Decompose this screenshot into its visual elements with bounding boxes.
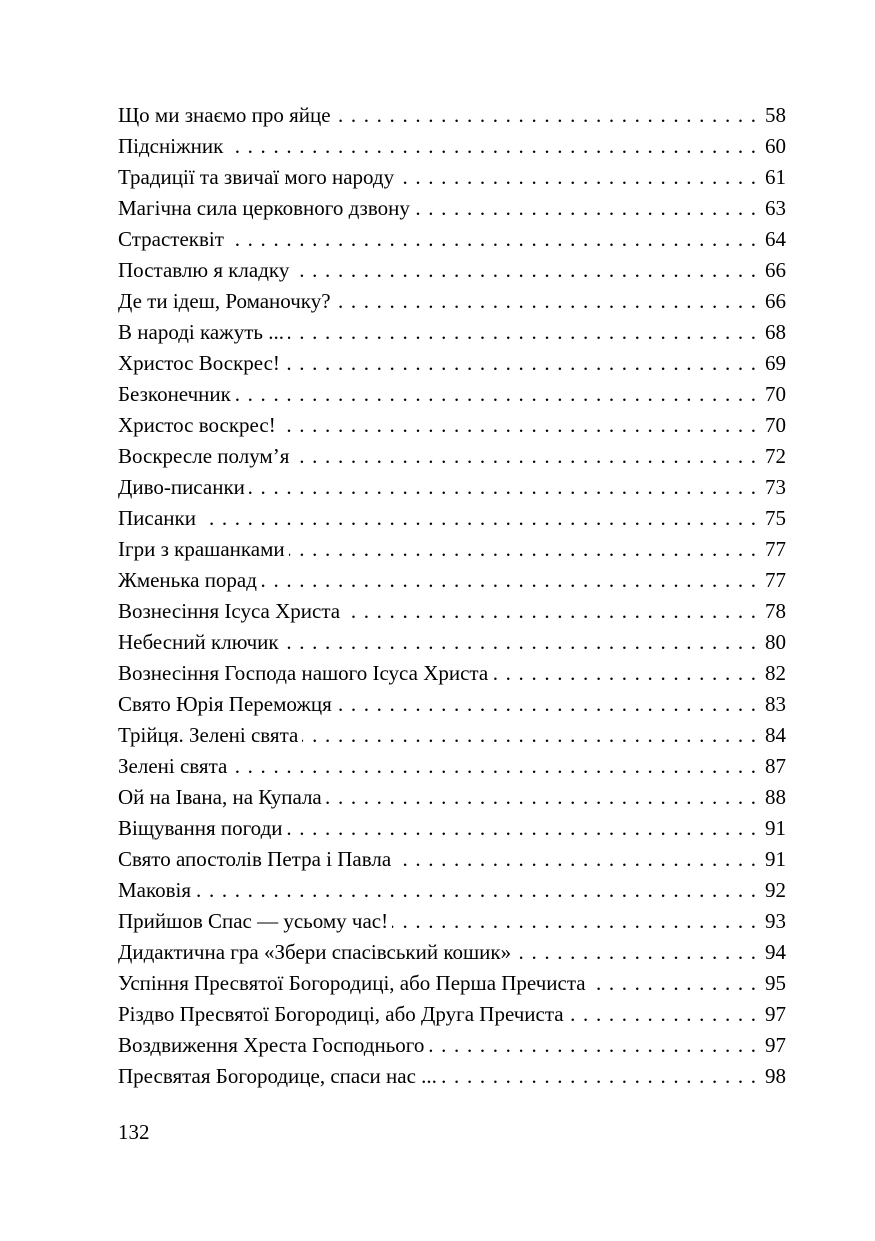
toc-dot-leader [293,255,756,286]
toc-dot-leader [515,937,756,968]
toc-entry-page: 73 [765,475,786,499]
toc-dot-leader [283,627,756,658]
toc-entry-title: Свято Юрія Переможця [118,692,332,716]
toc-entry [118,782,786,813]
toc-entry [118,565,786,596]
toc-entry-title: В народі кажуть ... [118,320,284,344]
toc-entry-page: 70 [765,382,786,406]
toc-entry-title: Диво-писанки [118,475,245,499]
toc-entry [118,1030,786,1061]
toc-entry [118,720,786,751]
toc-entry [118,968,786,999]
toc-entry-title: Воскресле полум’я [118,444,290,468]
toc-entry-title: Віщування погоди [118,816,283,840]
toc-dot-leader [287,813,756,844]
toc-dot-leader [335,100,756,131]
toc-dot-leader [414,193,756,224]
toc-entry-title: Безконечник [118,382,231,406]
toc-entry-page: 58 [765,103,786,127]
toc-entry-title: Жменька порад [118,568,257,592]
toc-entry-title: Успіння Пресвятої Богородиці, або Перша Пречиста [118,971,586,995]
toc-entry [118,627,786,658]
toc-entry-title: Прийшов Спас — усьому час! [118,909,389,933]
toc-entry-page: 91 [765,816,786,840]
toc-entry-page: 60 [765,134,786,158]
toc-entry-title: Писанки [118,506,196,530]
toc-entry-page: 93 [765,909,786,933]
toc-dot-leader [395,844,756,875]
toc-dot-leader [231,751,756,782]
toc-entry-page: 64 [765,227,786,251]
toc-dot-leader [428,1030,756,1061]
toc-entry-page: 66 [765,258,786,282]
toc-entry-page: 75 [765,506,786,530]
toc-dot-leader [302,720,756,751]
toc-entry-title: Свято апостолів Петра і Павла [118,847,392,871]
toc-dot-leader [336,689,756,720]
toc-entry [118,937,786,968]
toc-entry-page: 70 [765,413,786,437]
toc-entry [118,596,786,627]
toc-entry-title: Небесний ключик [118,630,279,654]
toc-entry-page: 78 [765,599,786,623]
toc-entry [118,131,786,162]
toc-entry [118,100,786,131]
toc-entry-title: Вознесіння Ісуса Христа [118,599,341,623]
toc-entry-page: 80 [765,630,786,654]
toc-dot-leader [335,286,756,317]
toc-entry-page: 84 [765,723,786,747]
toc-entry-page: 77 [765,537,786,561]
toc-entry-title: Воздвиження Хреста Господнього [118,1033,425,1057]
toc-entry-page: 97 [765,1002,786,1026]
toc-dot-leader [284,348,756,379]
toc-dot-leader [590,968,756,999]
toc-entry [118,999,786,1030]
toc-entry [118,906,786,937]
toc-entry-page: 87 [765,754,786,778]
toc-entry [118,348,786,379]
toc-entry [118,286,786,317]
toc-dot-leader [392,906,756,937]
toc-entry-page: 69 [765,351,786,375]
toc-entry-title: Магічна сила церковного дзвону [118,196,410,220]
toc-dot-leader [492,658,756,689]
toc-dot-leader [293,441,756,472]
toc-dot-leader [288,317,756,348]
toc-entry [118,193,786,224]
toc-entry-page: 88 [765,785,786,809]
toc-entry-title: Різдво Пресвятої Богородиці, або Друга Пречиста [118,1002,564,1026]
toc-entry-title: Христос Воскрес! [118,351,280,375]
toc-dot-leader [568,999,756,1030]
table-of-contents [118,100,786,1092]
toc-entry-page: 92 [765,878,786,902]
toc-entry [118,503,786,534]
toc-entry-title: Що ми знаємо про яйце [118,103,331,127]
toc-dot-leader [200,503,756,534]
toc-dot-leader [227,131,756,162]
toc-entry [118,658,786,689]
toc-entry [118,1061,786,1092]
toc-entry-title: Трійця. Зелені свята [118,723,299,747]
toc-entry [118,441,786,472]
toc-dot-leader [326,782,756,813]
toc-entry-page: 61 [765,165,786,189]
toc-entry [118,689,786,720]
toc-entry-page: 68 [765,320,786,344]
toc-entry-title: Традиції та звичаї мого народу [118,165,395,189]
toc-dot-leader [261,565,756,596]
toc-entry-title: Страстеквіт [118,227,224,251]
toc-entry-page: 83 [765,692,786,716]
toc-entry [118,162,786,193]
toc-entry-title: Дидактична гра «Збери спасівський кошик» [118,940,512,964]
toc-entry-title: Поставлю я кладку [118,258,290,282]
toc-dot-leader [280,410,756,441]
toc-dot-leader [235,379,756,410]
toc-entry [118,472,786,503]
toc-entry [118,844,786,875]
toc-entry-page: 91 [765,847,786,871]
toc-entry-title: Де ти ідеш, Романочку? [118,289,331,313]
toc-entry-title: Пресвятая Богородице, спаси нас ... [118,1064,437,1088]
toc-entry-title: Зелені свята [118,754,228,778]
toc-entry-page: 77 [765,568,786,592]
toc-dot-leader [249,472,756,503]
toc-entry-page: 98 [765,1064,786,1088]
toc-entry [118,410,786,441]
toc-entry-page: 63 [765,196,786,220]
toc-dot-leader [195,875,756,906]
toc-entry-title: Христос воскрес! [118,413,276,437]
toc-dot-leader [289,534,756,565]
toc-entry [118,255,786,286]
toc-entry [118,534,786,565]
toc-entry-title: Ігри з крашанками [118,537,285,561]
toc-entry-title: Підсніжник [118,134,224,158]
toc-dot-leader [344,596,756,627]
toc-entry-page: 94 [765,940,786,964]
toc-entry-page: 82 [765,661,786,685]
toc-entry [118,751,786,782]
toc-entry-page: 72 [765,444,786,468]
toc-dot-leader [441,1061,756,1092]
toc-entry [118,224,786,255]
toc-entry-page: 95 [765,971,786,995]
toc-entry-page: 97 [765,1033,786,1057]
toc-entry-page: 66 [765,289,786,313]
page-number: 132 [118,1120,150,1144]
toc-entry [118,813,786,844]
toc-entry [118,317,786,348]
toc-entry [118,379,786,410]
toc-dot-leader [228,224,756,255]
toc-entry-title: Маковія [118,878,192,902]
toc-entry [118,875,786,906]
toc-entry-title: Вознесіння Господа нашого Ісуса Христа [118,661,489,685]
toc-dot-leader [398,162,756,193]
toc-entry-title: Ой на Івана, на Купала [118,785,322,809]
